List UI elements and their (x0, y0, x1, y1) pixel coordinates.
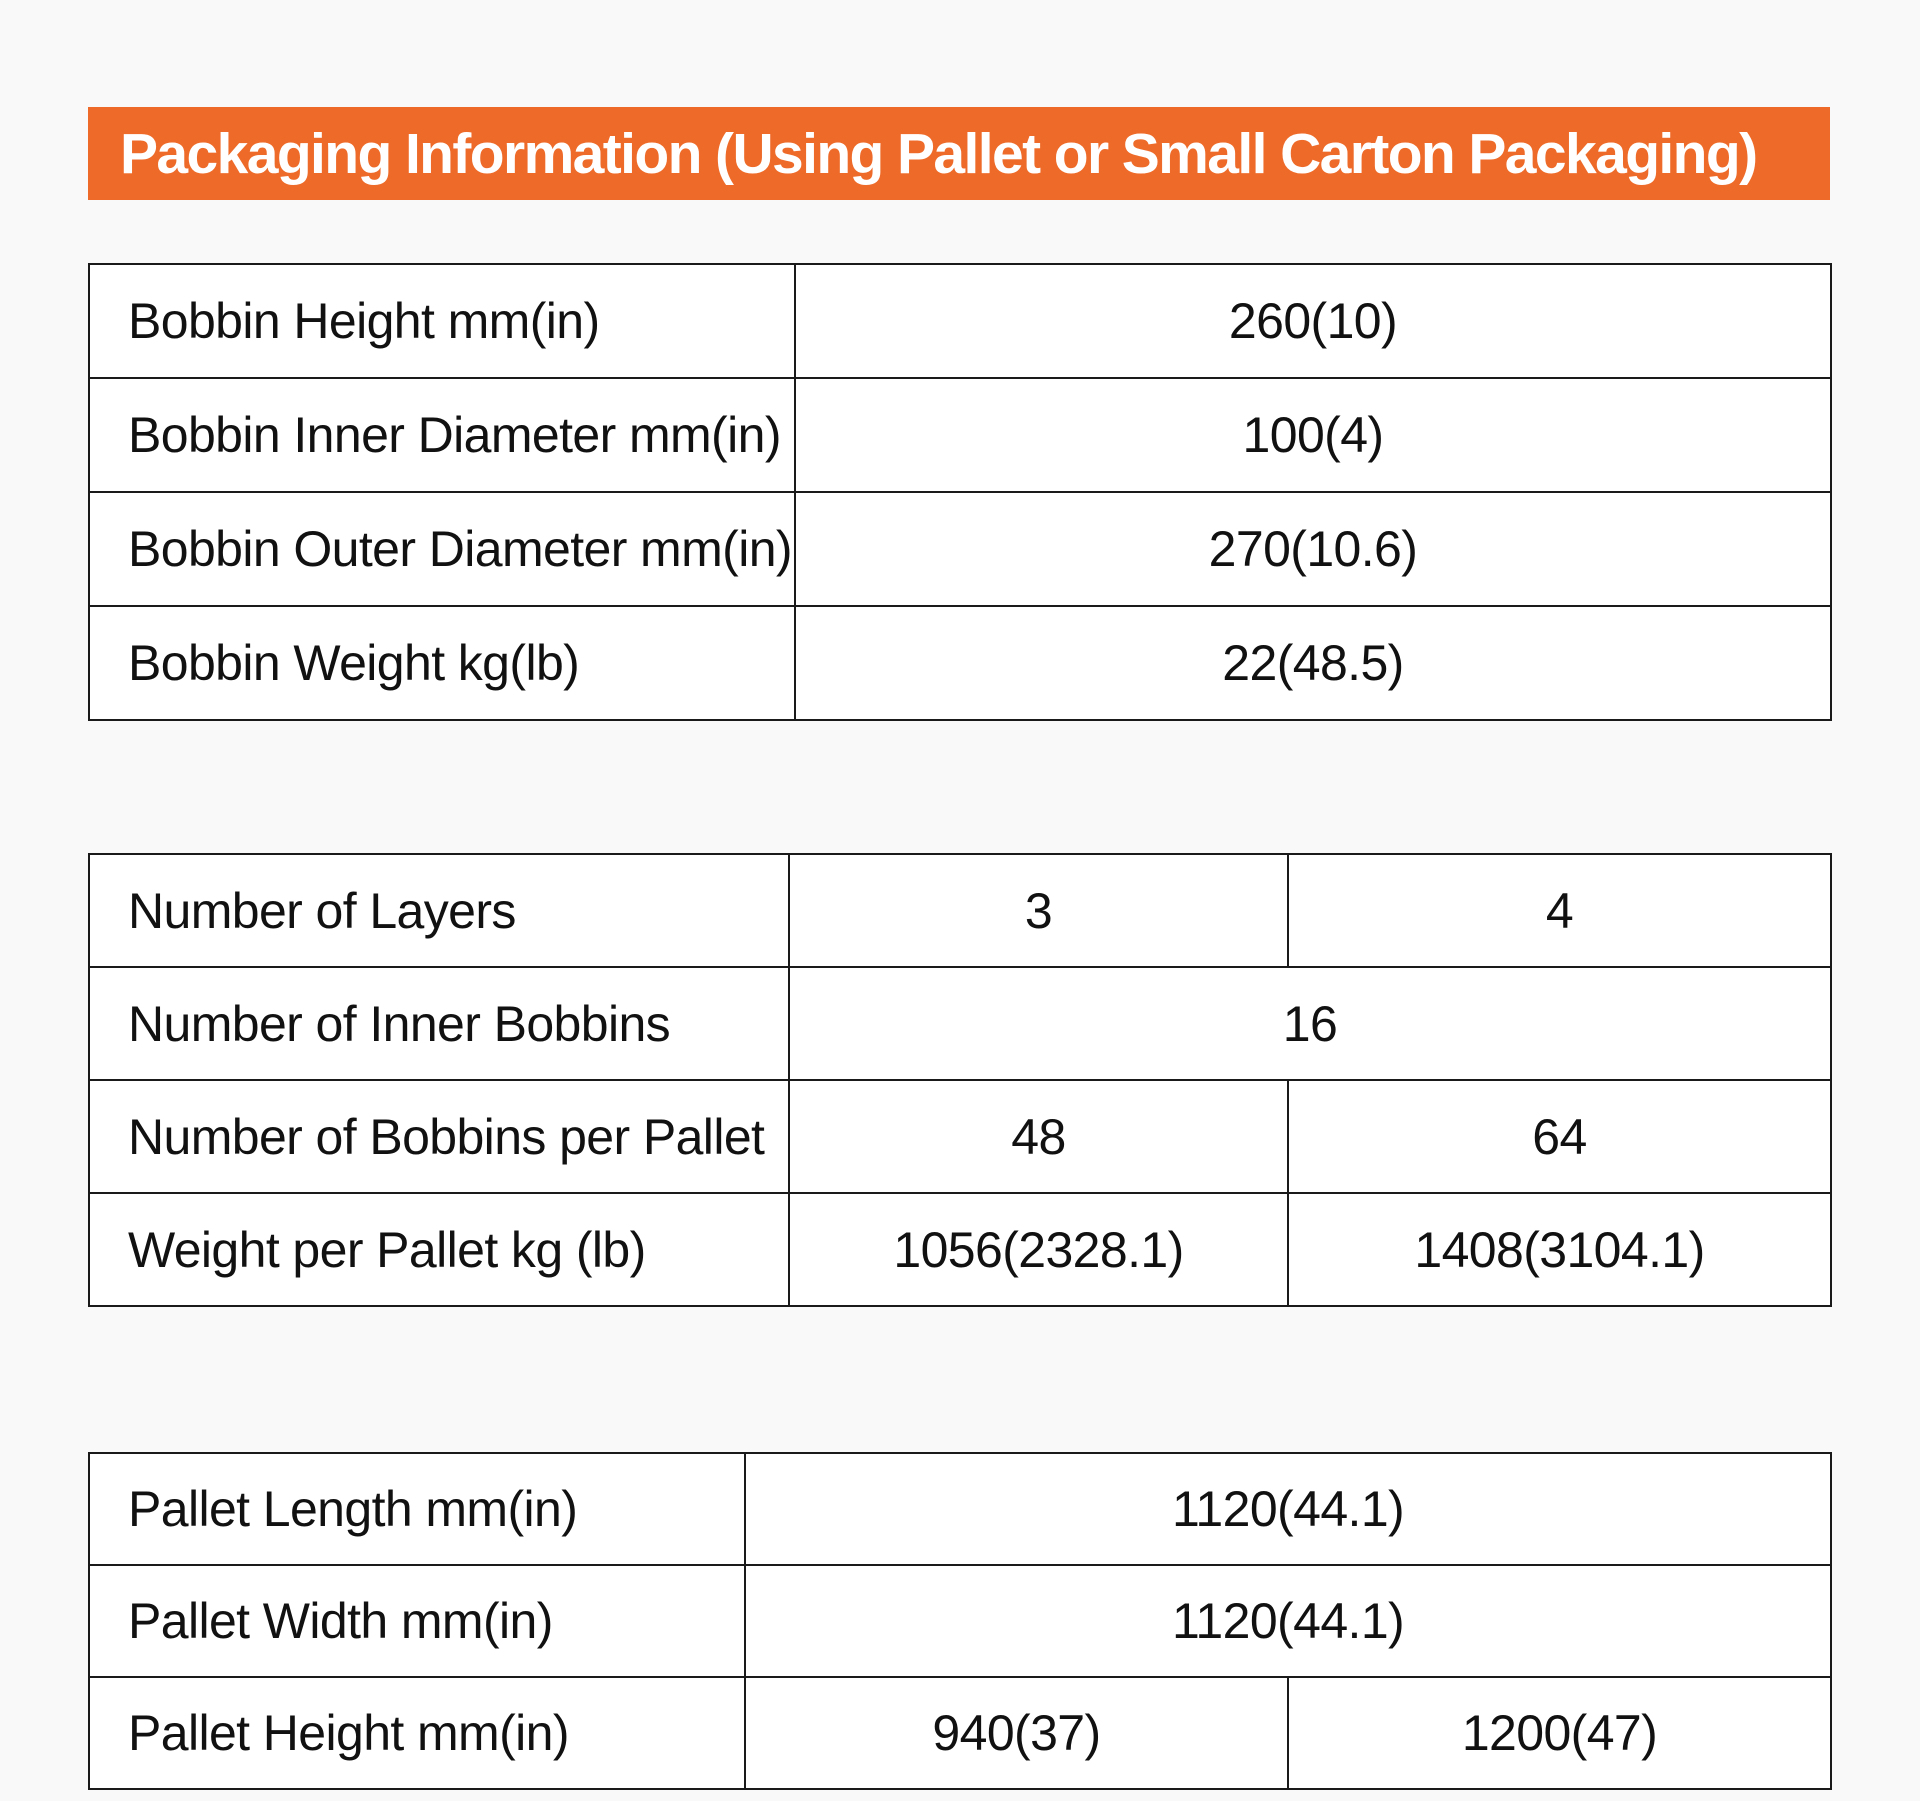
weight-per-pallet-label: Weight per Pallet kg (lb) (89, 1193, 789, 1306)
bobbin-spec-table (88, 263, 1832, 721)
bobbins-per-pallet-value-2: 64 (1288, 1080, 1831, 1193)
table-row (89, 1565, 1831, 1677)
table-row (89, 1080, 1831, 1193)
bobbin-weight-label: Bobbin Weight kg(lb) (89, 606, 795, 720)
weight-per-pallet-value-1: 1056(2328.1) (789, 1193, 1288, 1306)
table-row (89, 378, 1831, 492)
inner-bobbins-label: Number of Inner Bobbins (89, 967, 789, 1080)
bobbin-outer-diameter-value: 270(10.6) (795, 492, 1831, 606)
pallet-height-value-1: 940(37) (745, 1677, 1288, 1789)
bobbin-height-value: 260(10) (795, 264, 1831, 378)
table-row (89, 1453, 1831, 1565)
bobbin-height-label: Bobbin Height mm(in) (89, 264, 795, 378)
pallet-config-table (88, 853, 1832, 1307)
pallet-size-table (88, 1452, 1832, 1790)
weight-per-pallet-value-2: 1408(3104.1) (1288, 1193, 1831, 1306)
table-row (89, 492, 1831, 606)
bobbins-per-pallet-value-1: 48 (789, 1080, 1288, 1193)
bobbin-weight-value: 22(48.5) (795, 606, 1831, 720)
table-row (89, 854, 1831, 967)
table-row (89, 1193, 1831, 1306)
layers-label: Number of Layers (89, 854, 789, 967)
bobbin-inner-diameter-value: 100(4) (795, 378, 1831, 492)
pallet-width-label: Pallet Width mm(in) (89, 1565, 745, 1677)
table-row (89, 264, 1831, 378)
bobbin-inner-diameter-label: Bobbin Inner Diameter mm(in) (89, 378, 795, 492)
inner-bobbins-value: 16 (789, 967, 1831, 1080)
layers-value-2: 4 (1288, 854, 1831, 967)
pallet-height-label: Pallet Height mm(in) (89, 1677, 745, 1789)
pallet-width-value: 1120(44.1) (745, 1565, 1831, 1677)
table-row (89, 967, 1831, 1080)
page-title: Packaging Information (Using Pallet or Small Carton Packaging) (88, 107, 1830, 200)
table-row (89, 1677, 1831, 1789)
pallet-height-value-2: 1200(47) (1288, 1677, 1831, 1789)
table-row (89, 606, 1831, 720)
pallet-length-value: 1120(44.1) (745, 1453, 1831, 1565)
bobbins-per-pallet-label: Number of Bobbins per Pallet (89, 1080, 789, 1193)
layers-value-1: 3 (789, 854, 1288, 967)
pallet-length-label: Pallet Length mm(in) (89, 1453, 745, 1565)
bobbin-outer-diameter-label: Bobbin Outer Diameter mm(in) (89, 492, 795, 606)
